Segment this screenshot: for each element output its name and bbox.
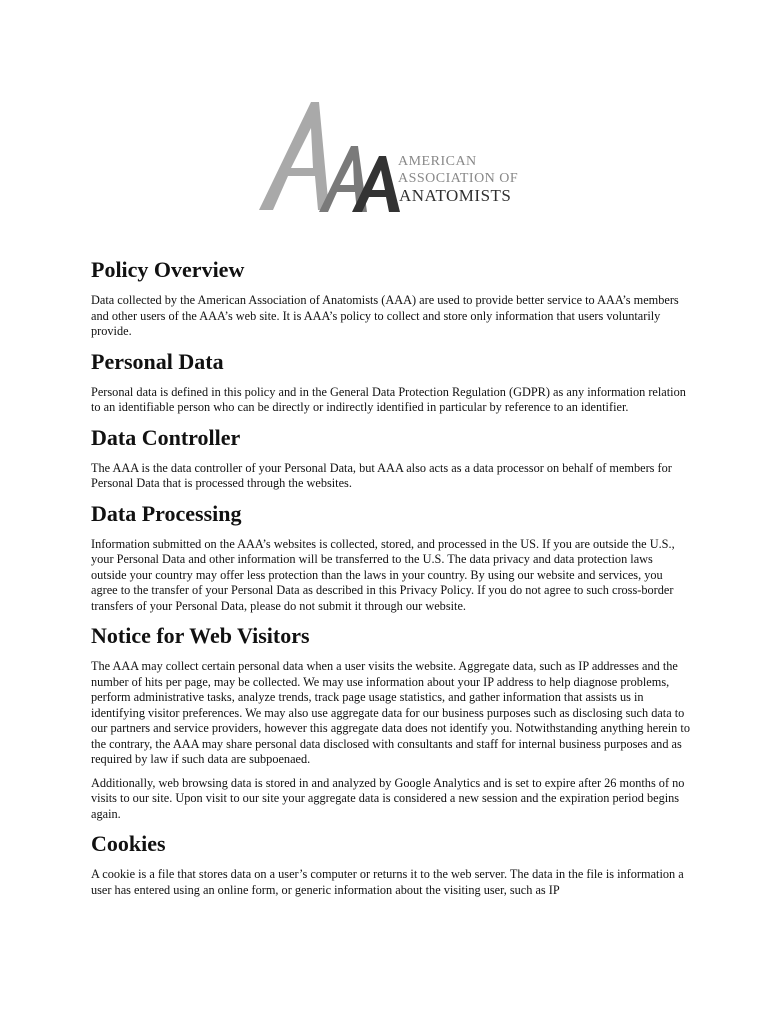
section-heading: Data Processing xyxy=(91,500,242,526)
section-heading: Data Controller xyxy=(91,424,241,450)
logo-text-association-of: ASSOCIATION OF xyxy=(398,171,519,186)
section-heading: Policy Overview xyxy=(91,257,245,282)
section-paragraph: Information submitted on the AAA’s websites is collected, stored, and processed in the US. If you are outside the U.S., your Personal Data and other information will be transferred to the U.S. The data privacy and data protection laws outside your country may offer less protection than the laws in your country. By using our website and services, you agree to the transfer of your Personal Data as described in this Privacy Policy. If you do not agree to such cross-border transfers of your Personal Data, please do not submit it through our website. xyxy=(91,536,675,613)
section-paragraph: The AAA may collect certain personal data when a user visits the website. Aggregate data, such as IP addresses and the number of hits per page, may be collected. We may use information about your IP address to help diagnose problems, perform administrative tasks, analyze trends, track page usage statistics, and gather information that assists us in identifying visitor preferences. We may also use aggregate data for our business purposes such as disclosing such data to our partners and service providers, however this aggregate data does not identify you. Notwithstanding anything herein to the contrary, the AAA may share personal data disclosed with consultants and staff for internal business purposes and as required by law if such data are subpoenaed. xyxy=(91,659,690,766)
logo-text-american: AMERICAN xyxy=(398,154,477,169)
section-heading: Cookies xyxy=(91,831,166,856)
section-heading: Personal Data xyxy=(91,348,224,374)
aaa-logo xyxy=(255,98,525,216)
section-policy-overview xyxy=(91,256,691,340)
section-heading: Notice for Web Visitors xyxy=(91,623,310,648)
section-paragraph: Personal data is defined in this policy and in the General Data Protection Regulation (GDPR) as any information relation to an identifiable person who can be directly or indirectly identified in particular by reference to an identifier. xyxy=(91,384,686,414)
section-personal-data xyxy=(91,348,691,416)
section-paragraph: The AAA is the data controller of your Personal Data, but AAA also acts as a data processor on behalf of members for Personal Data that is processed through the websites. xyxy=(91,460,672,490)
section-data-processing xyxy=(91,500,691,615)
logo-text-anatomists: ANATOMISTS xyxy=(399,186,512,205)
section-notice-web-visitors xyxy=(91,622,691,822)
section-paragraph: Data collected by the American Association of Anatomists (AAA) are used to provide better service to AAA’s members and other users of the AAA’s web site. It is AAA’s policy to collect and store only information that users voluntarily provide. xyxy=(91,293,679,338)
policy-content xyxy=(91,256,691,906)
section-cookies xyxy=(91,830,691,898)
section-data-controller xyxy=(91,424,691,492)
section-paragraph: A cookie is a file that stores data on a user’s computer or returns it to the web server. The data in the file is information a user has entered using an online form, or generic information about the visiting user, such as IP xyxy=(91,867,684,897)
section-paragraph: Additionally, web browsing data is stored in and analyzed by Google Analytics and is set to expire after 26 months of no visits to our site. Upon visit to our site your aggregate data is considered a new session and the expiration period begins again. xyxy=(91,775,685,821)
